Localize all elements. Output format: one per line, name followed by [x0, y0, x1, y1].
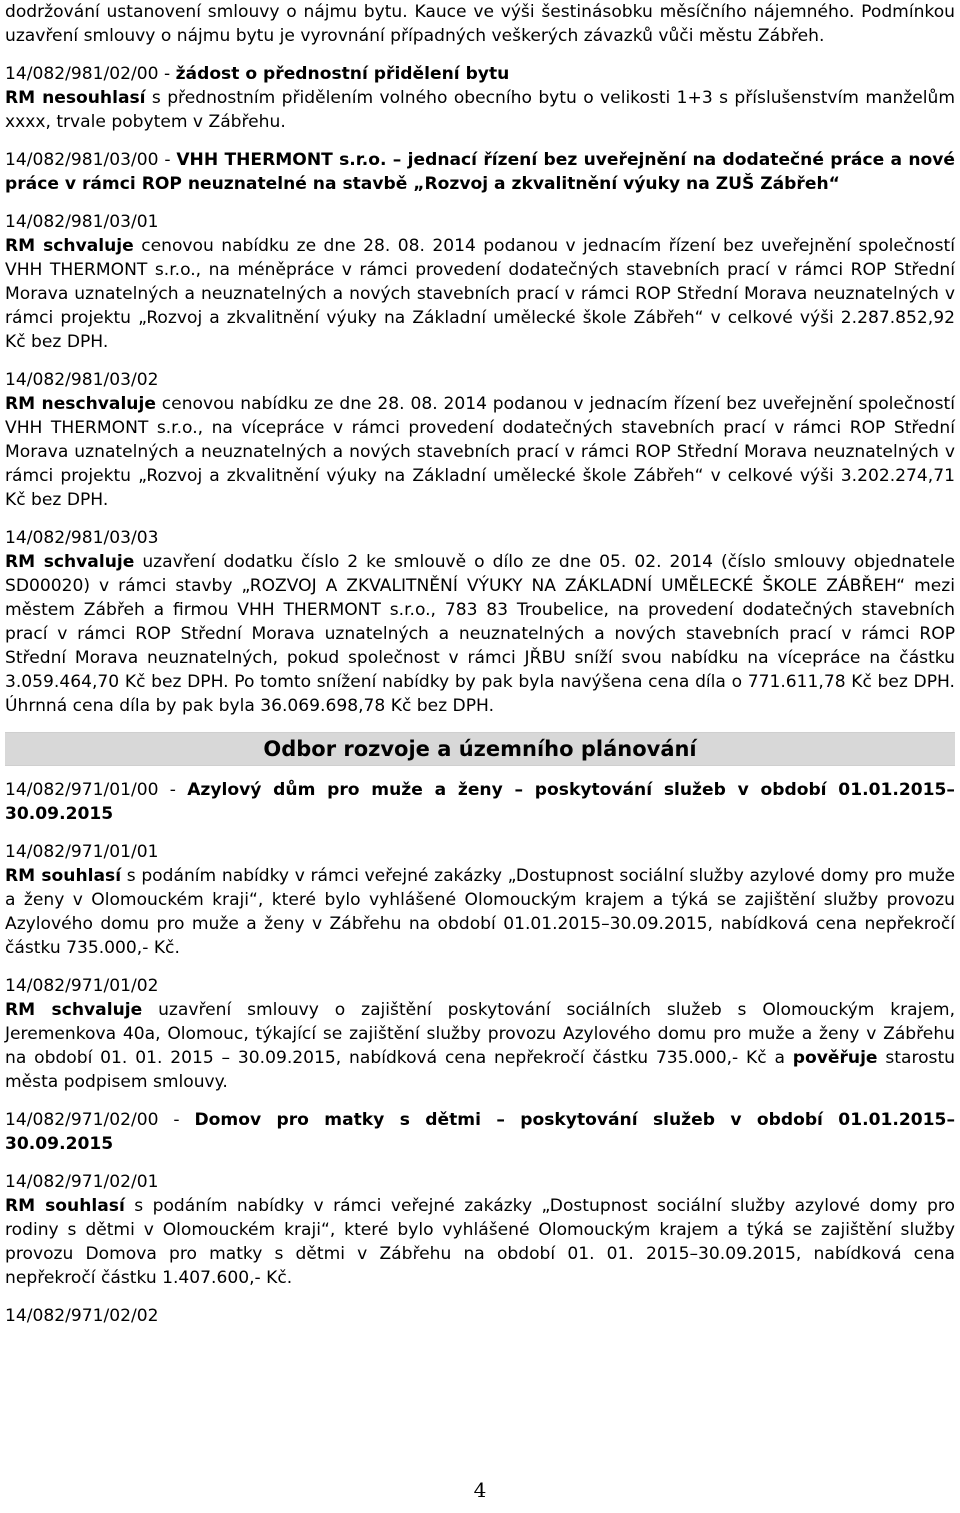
resolution-verb: RM souhlasí [5, 866, 122, 886]
item-heading-thermont [5, 148, 955, 196]
resolution-code: 14/082/971/02/02 [5, 1306, 159, 1326]
item-title: Azylový dům pro muže a ženy – poskytování služeb v období 01.01.2015– 30.09.2015 [5, 780, 955, 824]
resolution-code: 14/082/971/02/01 [5, 1172, 159, 1192]
paragraph-lease-terms: dodržování ustanovení smlouvy o nájmu bytu. Kauce ve výši šestinásobku měsíčního nájemného. Podmínkou uzavření smlouvy o nájmu bytu je vyrovnání případných veškerých závazků vůči městu Zábřeh. [5, 2, 955, 46]
resolution-code: 14/082/981/03/00 - [5, 150, 177, 170]
document-body [5, 0, 955, 1328]
resolution-text: RM souhlasí s podáním nabídky v rámci veřejné zakázky „Dostupnost sociální služby azylové domy pro rodiny s dětmi v Olomouckém kraji“, které bylo vyhlášené Olomouckým krajem a týká se zajištění služby provozu Domova pro matky s dětmi v Zábřehu na období 01. 01. 2015–30.09.2015, nabídková cena nepřekročí částku 1.407.600,- Kč. [5, 1196, 955, 1288]
resolution-code: 14/082/971/01/02 [5, 976, 159, 996]
resolution-code: 14/082/981/03/01 [5, 212, 159, 232]
resolution-text: RM nesouhlasí s přednostním přidělením volného obecního bytu o velikosti 1+3 s příslušenstvím manželům xxxx, trvale pobytem v Zábřehu. [5, 88, 955, 132]
item-title: Domov pro matky s dětmi – poskytování služeb v období 01.01.2015– 30.09.2015 [5, 1110, 955, 1154]
resolution-verb: RM neschvaluje [5, 394, 156, 414]
resolution-code: 14/082/971/01/01 [5, 842, 159, 862]
item-heading-shelter [5, 778, 955, 826]
resolution-code: 14/082/981/03/02 [5, 370, 159, 390]
resolution-code: 14/082/971/02/00 - [5, 1110, 195, 1130]
resolution-verb: RM nesouhlasí [5, 88, 146, 108]
resolution-code: 14/082/971/01/00 - [5, 780, 188, 800]
resolution-verb: pověřuje [792, 1048, 878, 1068]
resolution-text: RM neschvaluje cenovou nabídku ze dne 28. 08. 2014 podanou v jednacím řízení bez uveřejnění společností VHH THERMONT s.r.o., na vícepráce v rámci provedení dodatečných stavebních prací v rámci ROP Střední Morava uznatelných a neuznatelných a nových stavebních prací v rámci ROP Střední Morava neuznatelných v rámci projektu „Rozvoj a zkvalitnění výuky na Základní umělecké škole Zábřeh“ v celkové výši 3.202.274,71 Kč bez DPH. [5, 394, 955, 510]
section-heading: Odbor rozvoje a územního plánování [5, 732, 955, 766]
resolution-text: RM schvaluje cenovou nabídku ze dne 28. 08. 2014 podanou v jednacím řízení bez uveřejnění společností VHH THERMONT s.r.o., na méněpráce v rámci provedení dodatečných stavebních prací v rámci ROP Střední Morava uznatelných a neuznatelných a nových stavebních prací v rámci ROP Střední Morava neuznatelných v rámci projektu „Rozvoj a zkvalitnění výuky na Základní umělecké škole Zábřeh“ v celkové výši 2.287.852,92 Kč bez DPH. [5, 236, 955, 352]
resolution-code: 14/082/981/03/03 [5, 528, 159, 548]
page-number: 4 [473, 1478, 487, 1502]
resolution-text: RM schvaluje uzavření dodatku číslo 2 ke smlouvě o dílo ze dne 05. 02. 2014 (číslo smlouvy objednatele SD00020) v rámci stavby „ROZVOJ A ZKVALITNĚNÍ VÝUKY NA ZÁKLADNÍ UMĚLECKÉ ŠKOLE ZÁBŘEH“ mezi městem Zábřeh a firmou VHH THERMONT s.r.o., 783 83 Troubelice, na provedení dodatečných stavebních prací v rámci ROP Střední Morava uznatelných a neuznatelných a nových stavebních prací v rámci ROP Střední Morava neuznatelných, pokud společnost v rámci JŘBU sníží svou nabídku na vícepráce na částku 3.059.464,70 Kč bez DPH. Po tomto snížení nabídky by pak byla navýšena cena díla o 771.611,78 Kč bez DPH. Úhrnná cena díla by pak byla 36.069.698,78 Kč bez DPH. [5, 552, 955, 716]
resolution-verb: RM schvaluje [5, 1000, 143, 1020]
resolution-text: RM schvaluje uzavření smlouvy o zajištění poskytování sociálních služeb s Olomouckým krajem, Jeremenkova 40a, Olomouc, týkající se zajištění služby provozu Azylového domu pro muže a ženy v Zábřehu na období 01. 01. 2015 – 30.09.2015, nabídková cena nepřekročí částku 735.000,- Kč a pověřuje starostu města podpisem smlouvy. [5, 1000, 956, 1092]
resolution-verb: RM souhlasí [5, 1196, 125, 1216]
item-title: žádost o přednostní přidělení bytu [175, 64, 510, 84]
resolution-text: RM souhlasí s podáním nabídky v rámci veřejné zakázky „Dostupnost sociální služby azylové domy pro muže a ženy v Olomouckém kraji“, které bylo vyhlášené Olomouckým krajem a týká se zajištění služby provozu Azylového domu pro muže a ženy v Zábřehu na období 01.01.2015–30.09.2015, nabídková cena nepřekročí částku 735.000,- Kč. [5, 866, 955, 958]
resolution-code: 14/082/981/02/00 - [5, 64, 176, 84]
item-heading-priority-flat [5, 62, 955, 86]
resolution-verb: RM schvaluje [5, 236, 134, 256]
resolution-verb: RM schvaluje [5, 552, 135, 572]
item-heading-mothers-home [5, 1108, 955, 1156]
item-title: VHH THERMONT s.r.o. – jednací řízení bez uveřejnění na dodatečné práce a nové práce v rámci ROP neuznatelné na stavbě „Rozvoj a zkvalitnění výuky na ZUŠ Zábřeh“ [5, 150, 955, 194]
